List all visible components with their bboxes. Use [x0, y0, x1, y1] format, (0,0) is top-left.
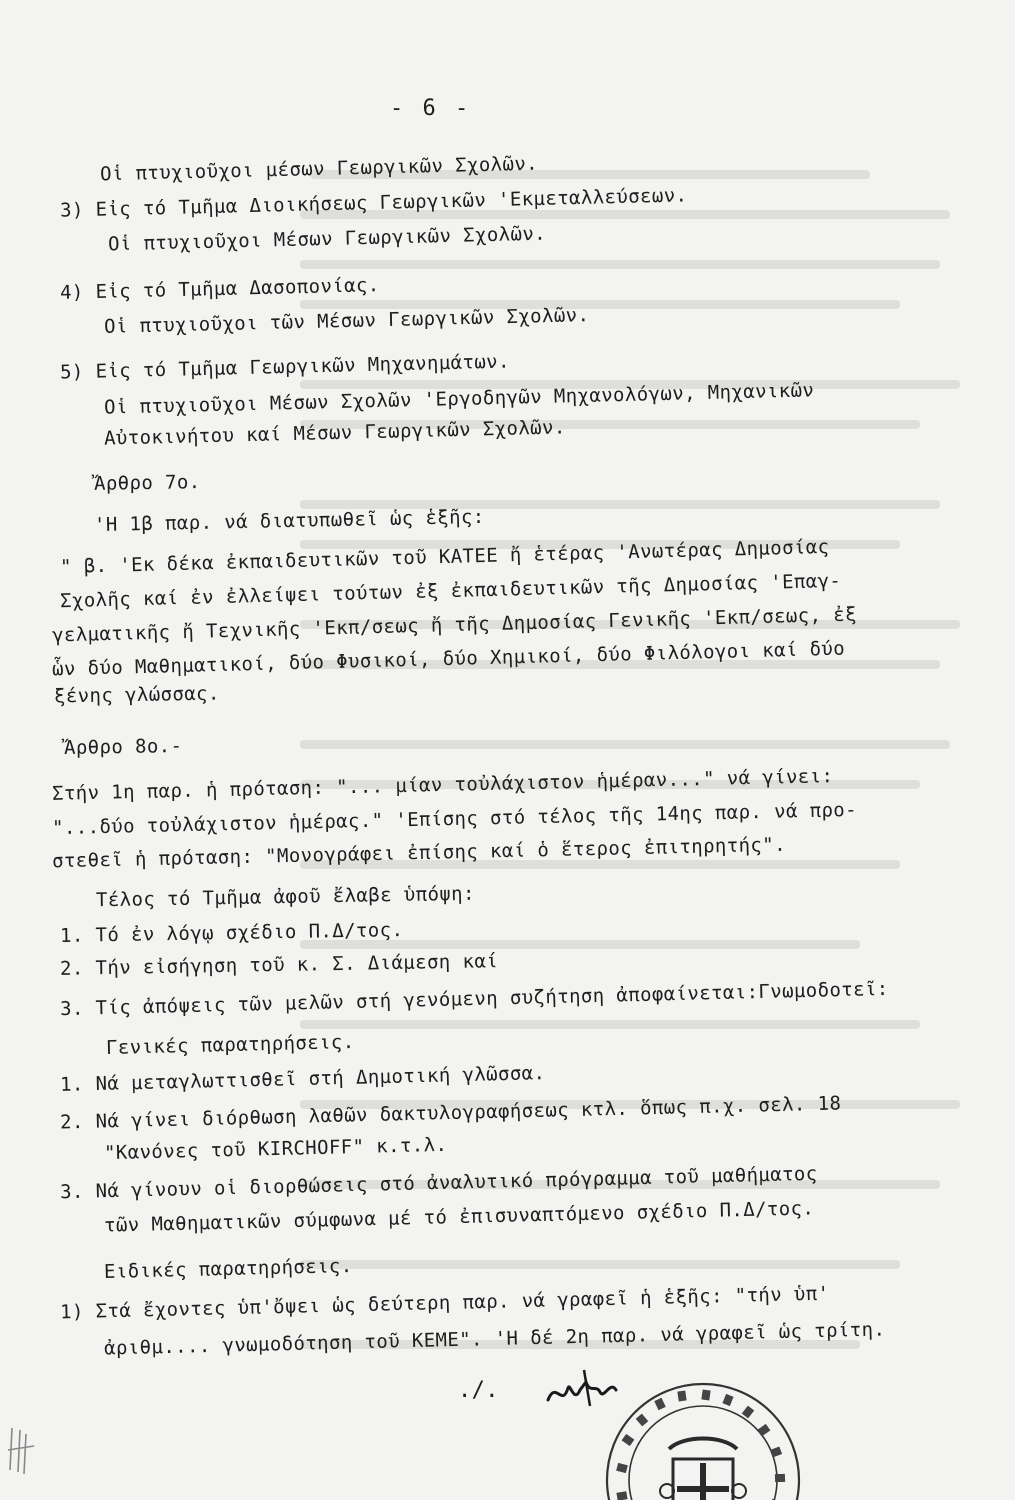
- doc-line: στεθεῖ ἡ πρόταση: "Μονογράφει ἐπίσης καί ὁ ἕτερος ἐπιτηρητής".: [51, 833, 787, 873]
- doc-line: " β. 'Εκ δέκα ἐκπαιδευτικῶν τοῦ ΚΑΤΕΕ ἤ ἑτέρας 'Ανωτέρας Δημοσίας: [59, 535, 830, 579]
- list-item: 3. Τίς ἀπόψεις τῶν μελῶν στή γενόμενη συζήτηση ἀποφαίνεται:Γνωμοδοτεῖ:: [59, 977, 889, 1021]
- doc-line: Οἱ πτυχιοῦχοι μέσων Γεωργικῶν Σχολῶν.: [99, 152, 539, 186]
- section-heading: Γενικές παρατηρήσεις.: [105, 1030, 355, 1060]
- doc-line: 'Η 1β παρ. νά διατυπωθεῖ ὡς ἑξῆς:: [93, 505, 485, 537]
- doc-line: γελματικῆς ἤ Τεχνικῆς 'Εκπ/σεως ἤ τῆς Δημοσίας Γενικῆς 'Εκπ/σεως, ἐξ: [51, 603, 858, 647]
- continuation-mark: ./.: [458, 1378, 499, 1403]
- list-item: 2. Τήν εἰσήγηση τοῦ κ. Σ. Διάμεση καί: [59, 950, 499, 980]
- list-item: 3. Νά γίνουν οἱ διορθώσεις στό ἀναλυτικό πρόγραμμα τοῦ μαθήματος: [59, 1162, 818, 1204]
- article-heading: Ἄρθρο 8ο.-: [63, 734, 183, 760]
- doc-line: Στήν 1η παρ. ἡ πρόταση: "... μίαν τοὐλάχιστον ἡμέραν..." νά γίνει:: [51, 765, 834, 805]
- list-item: 1. Τό ἐν λόγῳ σχέδιο Π.Δ/τος.: [59, 919, 404, 947]
- doc-line: Οἱ πτυχιοῦχοι τῶν Μέσων Γεωργικῶν Σχολῶν.: [103, 304, 590, 338]
- doc-line: 4) Εἰς τό Τμῆμα Δασοπονίας.: [59, 274, 380, 304]
- list-item: 1. Νά μεταγλωττισθεῖ στή Δημοτική γλῶσσα.: [59, 1062, 546, 1096]
- list-item: "Κανόνες τοῦ KIRCHOFF" κ.τ.λ.: [103, 1133, 448, 1165]
- page-number: - 6 -: [390, 96, 472, 121]
- doc-line: 3) Εἰς τό Τμῆμα Διοικήσεως Γεωργικῶν 'Εκμεταλλεύσεων.: [59, 184, 688, 222]
- list-item: ἀριθμ.... γνωμοδότηση τοῦ ΚΕΜΕ". 'Η δέ 2η παρ. νά γραφεῖ ὡς τρίτη.: [103, 1318, 886, 1360]
- doc-line: "...δύο τοὐλάχιστον ἡμέρας." 'Επίσης στό τέλος τῆς 14ης παρ. νά προ-: [51, 798, 858, 840]
- doc-line: ξένης γλώσσας.: [53, 682, 220, 708]
- doc-line: Οἱ πτυχιοῦχοι Μέσων Σχολῶν 'Εργοδηγῶν Μηχανολόγων, Μηχανικῶν: [103, 379, 815, 419]
- doc-line: ὧν δύο Μαθηματικοί, δύο Φυσικοί, δύο Χημικοί, δύο Φιλόλογοι καί δύο: [51, 637, 846, 681]
- list-item: 1) Στά ἔχοντες ὑπ'ὄψει ὡς δεύτερη παρ. νά γραφεῖ ἡ ἑξῆς: "τήν ὑπ': [59, 1282, 830, 1324]
- doc-line: Αὐτοκινήτου καί Μέσων Γεωργικῶν Σχολῶν.: [103, 416, 566, 450]
- doc-line: Οἱ πτυχιοῦχοι Μέσων Γεωργικῶν Σχολῶν.: [107, 222, 547, 256]
- doc-line: Σχολῆς καί ἐν ἐλλείψει τούτων ἐξ ἐκπαιδευτικῶν τῆς Δημοσίας 'Επαγ-: [59, 569, 842, 613]
- section-heading: Ειδικές παρατηρήσεις.: [103, 1254, 353, 1284]
- doc-line: 5) Εἰς τό Τμῆμα Γεωργικῶν Μηχανημάτων.: [59, 350, 511, 384]
- doc-line: Τέλος τό Τμῆμα ἀφοῦ ἔλαβε ὑπόψη:: [95, 882, 476, 912]
- official-seal: [598, 1375, 808, 1500]
- list-item: 2. Νά γίνει διόρθωση λαθῶν δακτυλογραφήσεως κτλ. ὅπως π.χ. σελ. 18: [59, 1092, 842, 1134]
- list-item: τῶν Μαθηματικῶν σύμφωνα μέ τό ἐπισυναπτόμενο σχέδιο Π.Δ/τος.: [103, 1197, 815, 1237]
- article-heading: Ἄρθρο 7ο.: [93, 471, 201, 495]
- margin-mark: [4, 1420, 44, 1480]
